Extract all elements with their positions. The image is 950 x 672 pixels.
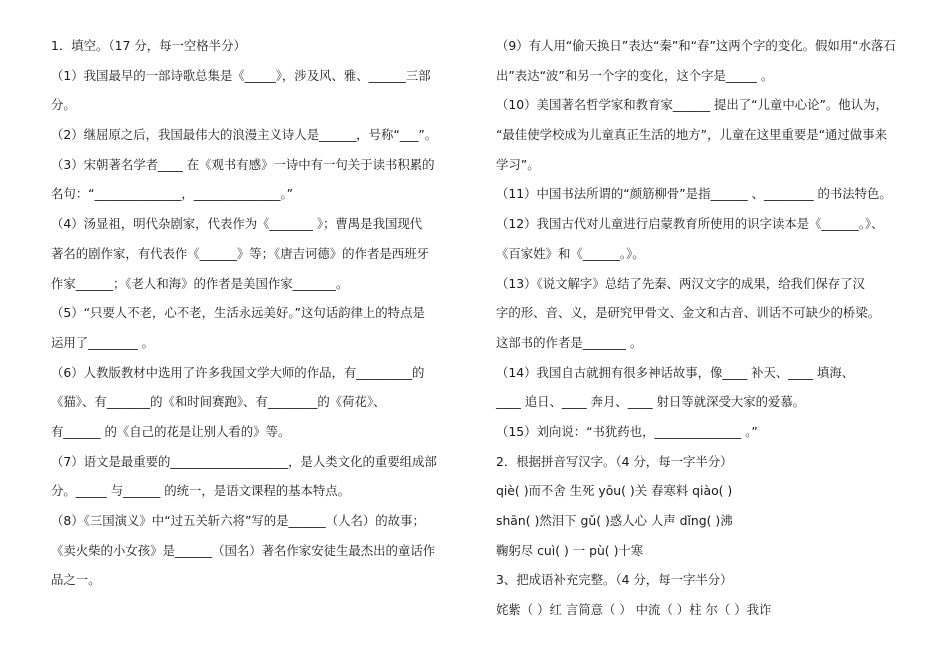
left-line-14: 有______ 的《自己的花是让别人看的》等。 — [51, 423, 291, 439]
right-line-12: （14）我国自古就拥有很多神话故事，像____ 补天、____ 填海、 — [496, 364, 855, 380]
right-line-13: ____ 追日、____ 奔月、____ 射日等就深受大家的爱慕。 — [496, 394, 806, 410]
right-line-15: 2．根据拼音写汉字。（4 分，每一字半分） — [496, 453, 733, 469]
right-line-5: 学习”。 — [496, 156, 540, 172]
right-line-7: （12）我国古代对儿童进行启蒙教育所使用的识字读本是《______。》、 — [496, 216, 884, 232]
right-line-2: 出”表达“波”和另一个字的变化，这个字是_____ 。 — [496, 67, 774, 83]
right-line-10: 字的形、音、义，是研究甲骨文、金文和古音、训话不可缺少的桥梁。 — [496, 305, 881, 321]
right-line-1: （9）有人用“偷天换日”表达“秦”和“春”这两个字的变化。假如用“水落石 — [496, 38, 896, 53]
right-line-11: 这部书的作者是_______ 。 — [496, 334, 643, 350]
left-line-19: 品之一。 — [51, 572, 101, 588]
left-line-3: 分。 — [51, 97, 76, 113]
right-line-17: shān( )然泪下 gǔ( )惑人心 人声 dǐng( )沸 — [496, 513, 733, 528]
right-line-18: 鞠躬尽 cuì( ) 一 pù( )十寒 — [496, 542, 644, 558]
right-line-3: （10）美国著名哲学家和教育家______ 提出了“儿童中心论”。他认为， — [496, 97, 888, 113]
right-line-8: 《百家姓》和《______。》。 — [496, 245, 645, 261]
right-line-4: “最佳使学校成为儿童真正生活的地方”，儿童在这里重要是“通过做事来 — [496, 127, 887, 143]
right-line-14: （15）刘向说：“书犹药也，______________ 。” — [496, 423, 758, 439]
left-line-13: 《猫》、有_______的《和时间赛跑》、有________的《荷花》、 — [51, 394, 386, 410]
left-line-16: 分。_____ 与______ 的统一，是语文课程的基本特点。 — [51, 483, 351, 499]
left-line-4: （2）继屈原之后，我国最伟大的浪漫主义诗人是______，号称“___”。 — [51, 127, 438, 143]
right-line-19: 3、把成语补充完整。（4 分，每一字半分） — [496, 572, 733, 588]
left-line-6: 名句：“______________，______________。” — [51, 186, 294, 202]
left-line-2: （1）我国最早的一部诗歌总集是《_____》，涉及风、雅、______三部 — [51, 67, 431, 83]
right-column — [496, 31, 936, 625]
left-column — [51, 31, 476, 595]
right-line-20: 姹紫（ ）红 言简意（ ） 中流（ ）柱 尔（ ）我诈 — [496, 602, 772, 618]
left-line-8: 著名的剧作家，有代表作《______》等；《唐吉诃德》的作者是西班牙 — [51, 245, 429, 261]
left-line-12: （6）人教版教材中选用了许多我国文学大师的作品，有_________的 — [51, 364, 425, 380]
left-line-15: （7）语文是最重要的___________________，是人类文化的重要组成部 — [51, 453, 437, 469]
left-line-5: （3）宋朝著名学者____ 在《观书有感》一诗中有一句关于读书积累的 — [51, 156, 435, 172]
left-line-18: 《卖火柴的小女孩》是______（国名）著名作家安徒生最杰出的童话作 — [51, 542, 436, 558]
right-line-16: qiè( )而不舍 生死 yōu( )关 春寒料 qiào( ) — [496, 483, 733, 499]
left-line-17: （8）《三国演义》中“过五关斩六将”写的是______（人名）的故事； — [51, 513, 425, 528]
right-line-6: （11）中国书法所谓的“颜筋柳骨”是指______ 、________ 的书法特色。 — [496, 186, 892, 202]
right-line-9: （13）《说文解字》总结了先秦、两汉文字的成果，给我们保存了汉 — [496, 275, 865, 291]
left-line-9: 作家______；《老人和海》的作者是美国作家_______。 — [51, 275, 349, 291]
left-line-7: （4）汤显祖，明代杂剧家，代表作为《_______ 》；曹禺是我国现代 — [51, 216, 423, 232]
left-line-11: 运用了________ 。 — [51, 334, 155, 350]
left-line-10: （5）“只要人不老，心不老，生活永远美好。”这句话韵律上的特点是 — [51, 305, 425, 321]
left-line-1: 1．填空。（17 分，每一空格半分） — [51, 38, 246, 53]
